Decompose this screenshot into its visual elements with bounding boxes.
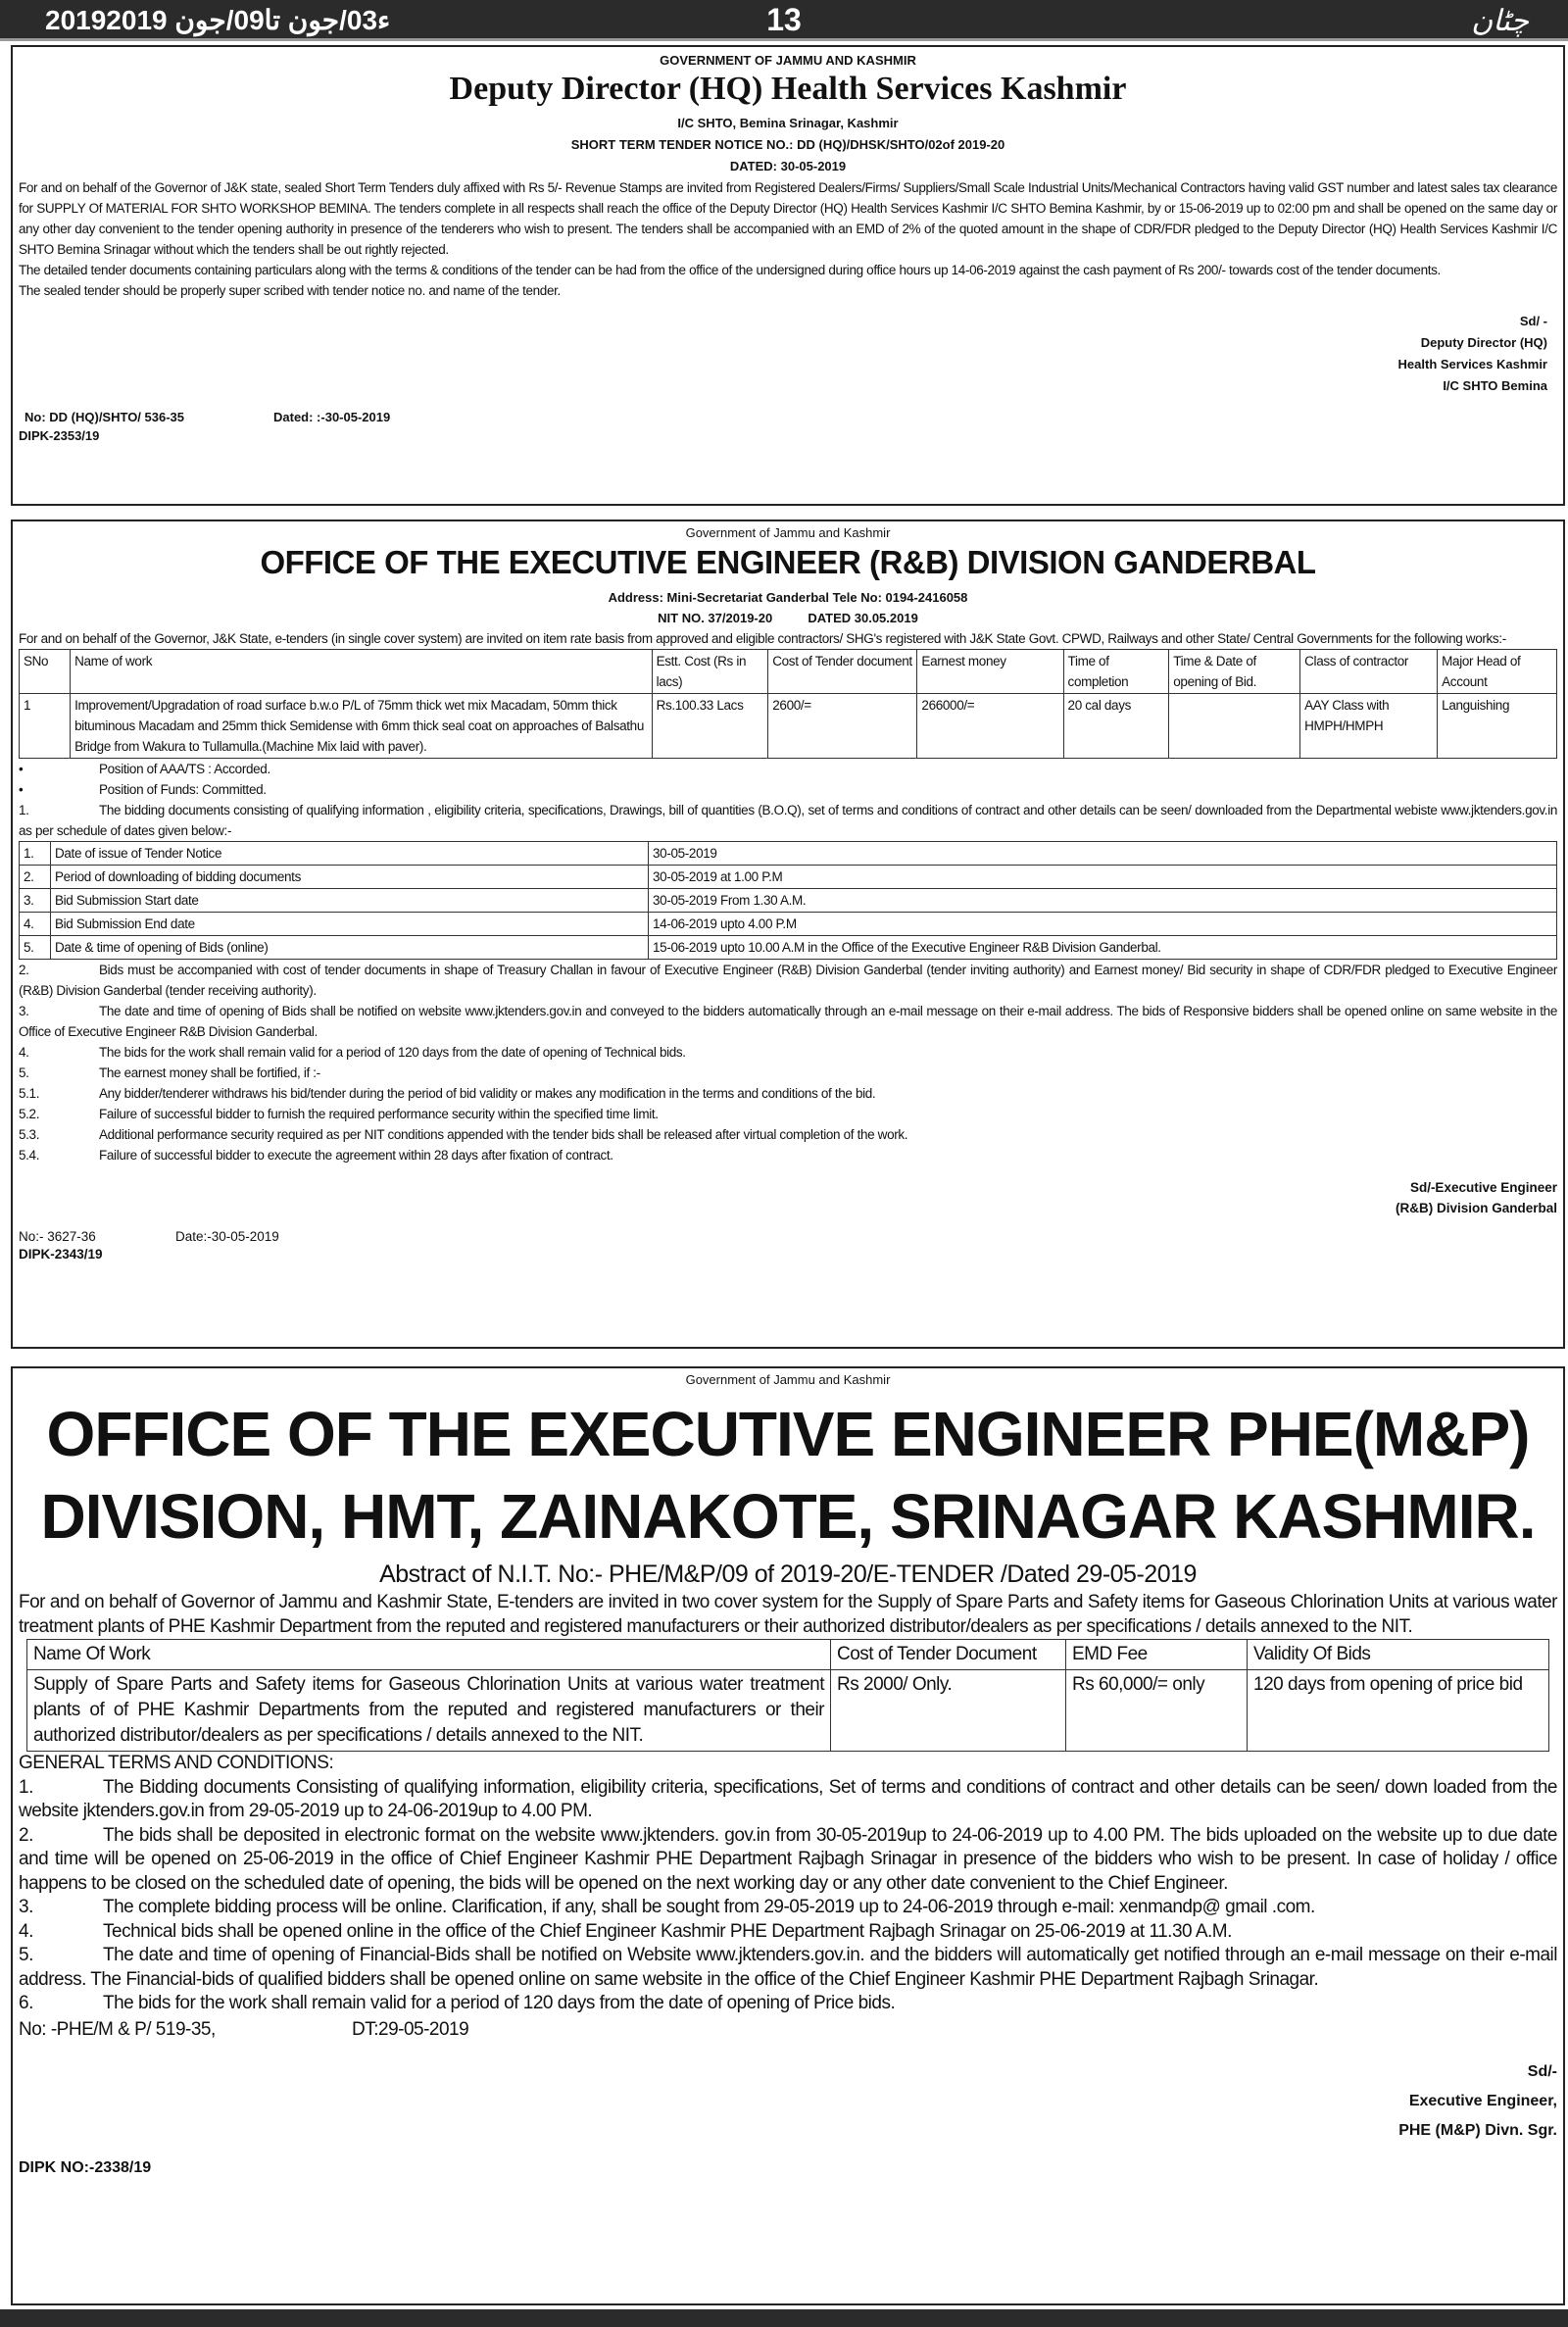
page-number: 13 xyxy=(766,2,802,37)
item-text: Position of AAA/TS : Accorded. xyxy=(99,762,270,776)
column-header: Class of contractor xyxy=(1300,650,1438,694)
office-subtitle: I/C SHTO, Bemina Srinagar, Kashmir xyxy=(677,116,899,130)
page-footer-bar xyxy=(0,2309,1568,2327)
nit-number: NIT NO. 37/2019-20 DATED 30.05.2019 xyxy=(658,611,918,625)
numbered-item xyxy=(19,1145,1557,1165)
item-text: The bids shall be deposited in electronic format on the website www.jktenders. gov.in from 30-05-2019up to 24-06-2019 up to 4.00 PM. The bids uploaded on the website up to due date and time will be opened on 25-06-2019 in the office of Chief Engineer Kashmir PHE Department Rajbagh Srinagar in presence of the bidders who wish to be present. In case of holiday / office happens to be closed on the scheduled date of opening, the bids will be opened on the next working day or any other date convenient to the Chief Engineer. xyxy=(19,1824,1557,1894)
intro-paragraph: For and on behalf of Governor of Jammu and Kashmir State, E-tenders are invited in two cover system for the Supply of Spare Parts and Safety items for Gaseous Chlorination Units at various water treatment plants of PHE Kashmir Department from the reputed and registered manufacturers or their authorized distributor/dealers as per specifications / details annexed to the NIT. xyxy=(19,1592,1557,1637)
numbered-item xyxy=(19,960,1557,1001)
reference-date: DT:29-05-2019 xyxy=(352,2018,469,2040)
item-number: 1. xyxy=(19,803,29,817)
reference-date: Dated: :-30-05-2019 xyxy=(273,410,391,424)
notice-title-line-1: OFFICE OF THE EXECUTIVE ENGINEER PHE(M&P) xyxy=(46,1399,1530,1469)
numbered-item xyxy=(19,1042,1557,1063)
numbered-item xyxy=(19,1104,1557,1124)
terms-heading: GENERAL TERMS AND CONDITIONS: xyxy=(19,1753,334,1773)
numbered-item xyxy=(19,1896,1557,1920)
issue-date: 2019ء03/جون تا09/جون 2019 xyxy=(45,5,391,35)
masthead-logo: چٹان xyxy=(1471,4,1529,38)
column-header: Validity Of Bids xyxy=(1248,1640,1549,1670)
reference-line xyxy=(19,1226,1557,1247)
item-text: The date and time of opening of Financial-Bids shall be notified on Website www.jktenders.gov.in. and the bidders will automatically get notified through an e-mail message on their e-mail address. The Financial-bids of qualified bidders shall be opened online on same website in the office of the Chief Engineer Kashmir PHE Department Rajbagh Srinagar. xyxy=(19,1945,1557,1990)
item-number: 5. xyxy=(19,1945,33,1965)
table-row xyxy=(27,1670,1549,1752)
column-header: Name of work xyxy=(71,650,653,694)
item-number: 2. xyxy=(19,1824,33,1846)
table-cell: 30-05-2019 From 1.30 A.M. xyxy=(649,889,1557,913)
table-header-row xyxy=(27,1640,1549,1670)
table-cell: 15-06-2019 upto 10.00 A.M in the Office of the Executive Engineer R&B Division Ganderbal. xyxy=(649,936,1557,960)
item-number: 1. xyxy=(19,1776,33,1798)
table-cell: 4. xyxy=(20,913,51,936)
numbered-item xyxy=(19,1776,1557,1824)
table-cell: Bid Submission End date xyxy=(51,913,649,936)
item-number: 3. xyxy=(19,1897,33,1917)
item-text: The date and time of opening of Bids shall be notified on website www.jktenders.gov.in and conveyed to the bidders automatically through an e-mail message on their e-mail address. The bids of Responsive bidders shall be opened online on same website in the Office of Executive Engineer R&B Division Ganderbal. xyxy=(19,1004,1557,1039)
table-cell: Date & time of opening of Bids (online) xyxy=(51,936,649,960)
item-number: 5.1. xyxy=(19,1086,40,1101)
reference-number: No: DD (HQ)/SHTO/ 536-35 xyxy=(24,410,185,424)
item-text: Bids must be accompanied with cost of tender documents in shape of Treasury Challan in favour of Executive Engineer (R&B) Division Ganderbal (tender inviting authority) and Earnest money/ Bid security in shape of CDR/FDR pledged to Executive Engineer (R&B) Division Ganderbal (tender receiving authority). xyxy=(19,963,1557,998)
item-text: The earnest money shall be fortified, if :- xyxy=(99,1065,320,1080)
gov-heading: Government of Jammu and Kashmir xyxy=(685,1372,891,1387)
item-text: The bidding documents consisting of qualifying information , eligibility criteria, specifications, Drawings, bill of quantities (B.O.Q), set of terms and conditions of contract and other details can be seen/ downloaded from the Departmental webiste www.jktenders.gov.in as per schedule of dates given below:- xyxy=(19,803,1557,838)
signature-line: Sd/- xyxy=(1527,2063,1557,2080)
signature-line: I/C SHTO Bemina xyxy=(1443,378,1547,393)
notice-title: OFFICE OF THE EXECUTIVE ENGINEER (R&B) DIVISION GANDERBAL xyxy=(260,544,1316,580)
column-header: SNo xyxy=(20,650,71,694)
table-cell: 266000/= xyxy=(917,694,1063,759)
notice-title-line-2: DIVISION, HMT, ZAINAKOTE, SRINAGAR KASHMIR. xyxy=(40,1481,1536,1552)
table-row xyxy=(20,842,1557,866)
item-text: Additional performance security required as per NIT conditions appended with the tender bids shall be released after virtual completion of the work. xyxy=(99,1127,908,1142)
table-row xyxy=(20,866,1557,889)
item-text: Failure of successful bidder to furnish the required performance security within the specified time limit. xyxy=(99,1107,659,1121)
item-text: The Bidding documents Consisting of qualifying information, eligibility criteria, specifications, Set of terms and conditions of contract and other details can be seen/ down loaded from the website jktenders.gov.in from 29-05-2019 up to 24-06-2019up to 4.00 PM. xyxy=(19,1776,1557,1821)
table-cell: Languishing xyxy=(1438,694,1557,759)
item-text: Technical bids shall be opened online in the office of the Chief Engineer Kashmir PHE Department Rajbagh Srinagar on 25-06-2019 at 11.30 A.M. xyxy=(103,1920,1232,1942)
numbered-item xyxy=(19,1920,1557,1945)
nit-abstract: Abstract of N.I.T. No:- PHE/M&P/09 of 2019-20/E-TENDER /Dated 29-05-2019 xyxy=(379,1560,1197,1588)
reference-date: Date:-30-05-2019 xyxy=(175,1229,279,1244)
table-cell: 5. xyxy=(20,936,51,960)
item-text: Any bidder/tenderer withdraws his bid/tender during the period of bid validity or makes any modification in the terms and conditions of the bid. xyxy=(99,1086,876,1101)
table-row xyxy=(20,889,1557,913)
numbered-item xyxy=(19,1824,1557,1897)
notice-health-services xyxy=(11,45,1565,506)
table-cell xyxy=(1169,694,1300,759)
notice-phe-mp xyxy=(11,1366,1565,2305)
notice-date: DATED: 30-05-2019 xyxy=(729,159,847,173)
signature-line: PHE (M&P) Divn. Sgr. xyxy=(1398,2122,1557,2139)
signature-line: Deputy Director (HQ) xyxy=(1420,335,1547,350)
table-cell: 1. xyxy=(20,842,51,866)
item-text: The complete bidding process will be online. Clarification, if any, shall be sought from 29-05-2019 up to 24-06-2019 through e-mail: xenmandp@ gmail .com. xyxy=(103,1897,1315,1917)
table-cell: Supply of Spare Parts and Safety items for Gaseous Chlorination Units at various water treatment plants of of PHE Kashmir Departments from the reputed and registered manufacturers or their authorized distributor/dealers as per specifications / details annexed to the NIT. xyxy=(27,1670,831,1752)
gov-heading: GOVERNMENT OF JAMMU AND KASHMIR xyxy=(660,53,916,68)
numbered-item xyxy=(19,1992,1557,2016)
column-header: Name Of Work xyxy=(27,1640,831,1670)
work-table xyxy=(26,1639,1549,1752)
column-header: Major Head of Account xyxy=(1438,650,1557,694)
table-cell: 3. xyxy=(20,889,51,913)
item-number: 3. xyxy=(19,1004,29,1018)
item-number: 5.4. xyxy=(19,1148,40,1163)
works-table xyxy=(19,649,1557,759)
table-cell: Period of downloading of bidding documents xyxy=(51,866,649,889)
column-header: Time of completion xyxy=(1063,650,1169,694)
item-number: 6. xyxy=(19,1993,33,2013)
item-text: The bids for the work shall remain valid for a period of 120 days from the date of opening of Technical bids. xyxy=(99,1045,686,1060)
table-cell: 1 xyxy=(20,694,71,759)
dipk-number: DIPK-2343/19 xyxy=(19,1247,103,1262)
dipk-number: DIPK NO:-2338/19 xyxy=(19,2159,152,2176)
item-text: Failure of successful bidder to execute the agreement within 28 days after fixation of contract. xyxy=(99,1148,613,1163)
signature-line: (R&B) Division Ganderbal xyxy=(1395,1201,1557,1215)
item-number: 5. xyxy=(19,1065,29,1080)
column-header: Time & Date of opening of Bid. xyxy=(1169,650,1300,694)
item-number: 2. xyxy=(19,963,29,977)
table-cell: 14-06-2019 upto 4.00 P.M xyxy=(649,913,1557,936)
table-row xyxy=(20,694,1557,759)
reference-number: No: -PHE/M & P/ 519-35, xyxy=(19,2018,216,2040)
column-header: Earnest money xyxy=(917,650,1063,694)
table-cell: 30-05-2019 at 1.00 P.M xyxy=(649,866,1557,889)
table-cell: Rs 2000/ Only. xyxy=(831,1670,1066,1752)
numbered-item xyxy=(19,800,1557,841)
gov-heading: Government of Jammu and Kashmir xyxy=(685,525,891,540)
column-header: Cost of Tender Document xyxy=(831,1640,1066,1670)
table-row xyxy=(20,936,1557,960)
table-cell: Improvement/Upgradation of road surface b.w.o P/L of 75mm thick wet mix Macadam, 50mm thick bituminous Macadam and 25mm thick Semidense with 6mm thick seal coat on approaches of Balsathu Bridge from Wakura to Tullamulla.(Machine Mix laid with paver). xyxy=(71,694,653,759)
table-cell: 20 cal days xyxy=(1063,694,1169,759)
column-header: Estt. Cost (Rs in lacs) xyxy=(652,650,768,694)
signature-line: Health Services Kashmir xyxy=(1397,357,1547,371)
numbered-item xyxy=(19,759,1557,779)
item-number: 5.2. xyxy=(19,1107,40,1121)
table-cell: AAY Class with HMPH/HMPH xyxy=(1300,694,1438,759)
numbered-item xyxy=(19,1001,1557,1042)
item-number: 4. xyxy=(19,1045,29,1060)
item-number: 4. xyxy=(19,1920,33,1942)
table-cell: 30-05-2019 xyxy=(649,842,1557,866)
table-cell: Rs.100.33 Lacs xyxy=(652,694,768,759)
table-cell: 120 days from opening of price bid xyxy=(1248,1670,1549,1752)
table-cell: Date of issue of Tender Notice xyxy=(51,842,649,866)
table-cell: Bid Submission Start date xyxy=(51,889,649,913)
column-header: EMD Fee xyxy=(1066,1640,1248,1670)
column-header: Cost of Tender document xyxy=(768,650,917,694)
table-row xyxy=(20,913,1557,936)
tender-number: SHORT TERM TENDER NOTICE NO.: DD (HQ)/DHSK/SHTO/02of 2019-20 xyxy=(570,137,1005,152)
page-header-bar xyxy=(0,0,1568,41)
reference-line xyxy=(19,407,1557,428)
schedule-table xyxy=(19,841,1557,960)
signature-line: Sd/-Executive Engineer xyxy=(1409,1180,1557,1195)
notice-title: Deputy Director (HQ) Health Services Kashmir xyxy=(449,71,1127,107)
reference-line xyxy=(19,2018,1557,2043)
item-text: Position of Funds: Committed. xyxy=(99,782,267,797)
numbered-item xyxy=(19,779,1557,800)
table-cell: Rs 60,000/= only xyxy=(1066,1670,1248,1752)
numbered-item xyxy=(19,1944,1557,1992)
item-number: 5.3. xyxy=(19,1127,40,1142)
paragraph: For and on behalf of the Governor of J&K state, sealed Short Term Tenders duly affixed with Rs 5/- Revenue Stamps are invited from Registered Dealers/Firms/ Suppliers/Small Scale Industrial Units/Mechanical Contractors having valid GST number and latest sales tax clearance for SUPPLY Of MATERIAL FOR SHTO WORKSHOP BEMINA. The tenders complete in all respects shall reach the office of the Deputy Director (HQ) Health Services Kashmir I/C SHTO Bemina Kashmir, by or 15-06-2019 up to 02:00 pm and shall be opened on the same day or any other day convenient to the tender opening authority in presence of the tenderers who wish to present. The tenders shall be accompanied with an EMD of 2% of the quoted amount in the shape of CDR/FDR pledged to the Deputy Director (HQ) Health Services Kashmir I/C SHTO Bemina Srinagar without which the tenders shall be out rightly rejected. xyxy=(19,180,1557,257)
numbered-item xyxy=(19,1083,1557,1104)
reference-number: No:- 3627-36 xyxy=(19,1229,96,1244)
office-address: Address: Mini-Secretariat Ganderbal Tele No: 0194-2416058 xyxy=(608,590,968,605)
intro-paragraph: For and on behalf of the Governor, J&K State, e-tenders (in single cover system) are invited on item rate basis from approved and eligible contractors/ SHG's registered with J&K State Govt. CPWD, Railways and other State/ Central Governments for the following works:- xyxy=(19,631,1506,646)
table-cell: 2. xyxy=(20,866,51,889)
item-number: • xyxy=(19,782,24,797)
dipk-number: DIPK-2353/19 xyxy=(19,428,100,443)
numbered-item xyxy=(19,1124,1557,1145)
signature-line: Executive Engineer, xyxy=(1408,2093,1557,2109)
item-text: The bids for the work shall remain valid for a period of 120 days from the date of opening of Price bids. xyxy=(103,1993,896,2013)
table-header-row xyxy=(20,650,1557,694)
numbered-item xyxy=(19,1063,1557,1083)
table-cell: 2600/= xyxy=(768,694,917,759)
notice-rb-ganderbal xyxy=(11,520,1565,1349)
item-number: • xyxy=(19,762,24,776)
paragraph: The sealed tender should be properly super scribed with tender notice no. and name of the tender. xyxy=(19,283,561,298)
signature-line: Sd/ - xyxy=(1519,314,1547,328)
paragraph: The detailed tender documents containing particulars along with the terms & conditions of the tender can be had from the office of the undersigned during office hours up 14-06-2019 against the cash payment of Rs 200/- towards cost of the tender documents. xyxy=(19,263,1441,277)
